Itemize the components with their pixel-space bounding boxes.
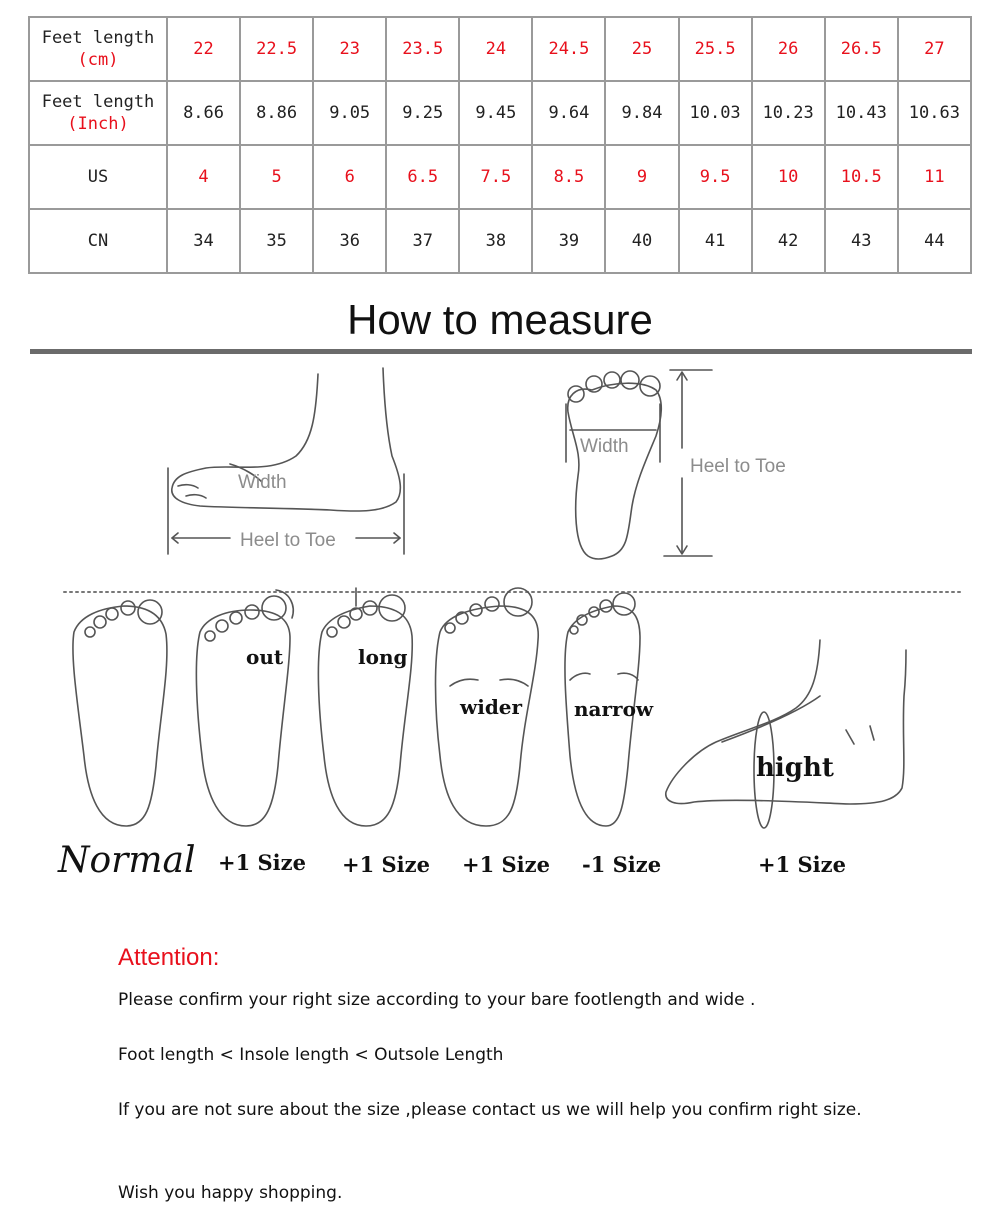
foot-out-sketch xyxy=(196,590,293,826)
size-cell: 24 xyxy=(459,17,532,81)
size-cell: 40 xyxy=(605,209,678,273)
size-cell: 43 xyxy=(825,209,898,273)
size-cell: 7.5 xyxy=(459,145,532,209)
sole-width-label: Width xyxy=(580,436,629,457)
size-cell: 10.63 xyxy=(898,81,971,145)
out-label: out xyxy=(246,645,284,669)
size-row-label xyxy=(29,209,167,273)
hight-size-label: +1 Size xyxy=(758,852,846,877)
attention-heading: Attention: xyxy=(118,944,220,971)
size-cell: 25.5 xyxy=(679,17,752,81)
size-cell: 22.5 xyxy=(240,17,313,81)
title-divider xyxy=(30,349,972,354)
sole-foot-sketch xyxy=(566,371,661,559)
sole-length-label: Heel to Toe xyxy=(690,456,786,477)
size-cell: 35 xyxy=(240,209,313,273)
size-cell: 9.84 xyxy=(605,81,678,145)
size-cell: 5 xyxy=(240,145,313,209)
how-to-measure-title: How to measure xyxy=(347,296,653,343)
size-row xyxy=(29,81,971,145)
size-cell: 27 xyxy=(898,17,971,81)
foot-long-sketch xyxy=(318,588,412,826)
note-contact-us: If you are not sure about the size ,please contact us we will help you confirm right size. xyxy=(118,1100,862,1120)
row-label-unit: (Inch) xyxy=(67,114,129,134)
size-cell: 25 xyxy=(605,17,678,81)
size-cell: 42 xyxy=(752,209,825,273)
hight-label: hight xyxy=(756,753,834,783)
size-cell: 11 xyxy=(898,145,971,209)
size-cell: 10.03 xyxy=(679,81,752,145)
size-row xyxy=(29,209,971,273)
row-label-text: CN xyxy=(87,231,109,251)
row-label-text: Feet length xyxy=(41,28,155,48)
size-cell: 8.66 xyxy=(167,81,240,145)
size-cell: 9.25 xyxy=(386,81,459,145)
foot-high-instep-sketch xyxy=(666,640,906,828)
size-row-label xyxy=(29,17,167,81)
size-row-label xyxy=(29,145,167,209)
size-cell: 9.45 xyxy=(459,81,532,145)
narrow-size-label: -1 Size xyxy=(582,852,662,877)
size-cell: 9.05 xyxy=(313,81,386,145)
size-cell: 36 xyxy=(313,209,386,273)
size-cell: 8.86 xyxy=(240,81,313,145)
size-cell: 9 xyxy=(605,145,678,209)
row-label-text: Feet length xyxy=(41,92,155,112)
size-cell: 23 xyxy=(313,17,386,81)
size-cell: 9.64 xyxy=(532,81,605,145)
note-length-order: Foot length < Insole length < Outsole Length xyxy=(118,1045,504,1065)
size-cell: 6.5 xyxy=(386,145,459,209)
size-cell: 24.5 xyxy=(532,17,605,81)
size-cell: 9.5 xyxy=(679,145,752,209)
size-cell: 6 xyxy=(313,145,386,209)
measure-diagram xyxy=(0,356,1000,916)
size-cell: 39 xyxy=(532,209,605,273)
foot-normal-sketch xyxy=(73,600,167,826)
size-cell: 26.5 xyxy=(825,17,898,81)
note-happy-shopping: Wish you happy shopping. xyxy=(118,1183,343,1203)
size-cell: 10.43 xyxy=(825,81,898,145)
row-label-unit: (cm) xyxy=(77,50,119,70)
size-cell: 8.5 xyxy=(532,145,605,209)
size-cell: 22 xyxy=(167,17,240,81)
wider-size-label: +1 Size xyxy=(462,852,550,877)
note-bare-foot: Please confirm your right size according to your bare footlength and wide . xyxy=(118,990,756,1010)
narrow-label: narrow xyxy=(574,697,654,721)
size-cell: 34 xyxy=(167,209,240,273)
long-label: long xyxy=(358,645,408,669)
size-cell: 10 xyxy=(752,145,825,209)
long-size-label: +1 Size xyxy=(342,852,430,877)
size-chart-table xyxy=(28,16,972,274)
size-cell: 26 xyxy=(752,17,825,81)
size-row xyxy=(29,145,971,209)
size-cell: 10.5 xyxy=(825,145,898,209)
side-width-label: Width xyxy=(238,472,287,493)
wider-label: wider xyxy=(460,695,523,719)
size-cell: 4 xyxy=(167,145,240,209)
size-row xyxy=(29,17,971,81)
size-cell: 41 xyxy=(679,209,752,273)
side-length-label: Heel to Toe xyxy=(240,530,336,551)
row-label-text: US xyxy=(87,167,109,187)
size-row-label xyxy=(29,81,167,145)
size-cell: 23.5 xyxy=(386,17,459,81)
out-size-label: +1 Size xyxy=(218,850,306,875)
normal-label: Normal xyxy=(58,840,196,881)
size-cell: 38 xyxy=(459,209,532,273)
size-cell: 10.23 xyxy=(752,81,825,145)
size-cell: 37 xyxy=(386,209,459,273)
size-cell: 44 xyxy=(898,209,971,273)
